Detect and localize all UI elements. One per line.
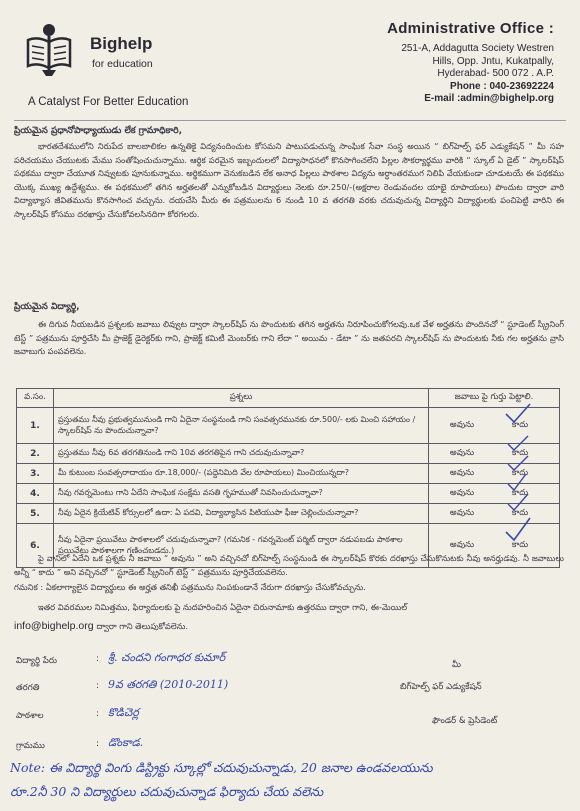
village-label: గ్రామము [16, 741, 45, 751]
student-name-label: విద్యార్థి పేరు [16, 656, 57, 666]
colon: : [96, 681, 100, 691]
handwritten-tick-marks [500, 400, 550, 550]
contact-email-address[interactable]: info@bighelp.org [14, 620, 94, 632]
school-value[interactable]: కొడిచెర్ల [108, 706, 139, 719]
village-value[interactable]: డొంకాడ. [108, 736, 144, 749]
tick-icon [508, 436, 528, 450]
answer-yes[interactable]: అవును [449, 447, 475, 458]
office-address-block [294, 20, 554, 106]
bighelp-logo-icon [22, 22, 76, 78]
question-text: మీ కుటుంబ సంవత్సరాదాయం రూ.18,000/- (పద్దెనిమిది వేల రూపాయలు) మించియున్నదా? [54, 464, 429, 484]
question-text: నీవు ఏదైనా ప్రయివేటు పాఠశాలలో చదువుచున్నావా? (గమనిక - గవర్నమెంట్ పర్మిట్ ద్వారా నడుపబడు పాఠశాల ప్రయివేటు పాఠశాలగా గణించబడదు.) [54, 524, 429, 568]
brand-subtitle: for education [92, 58, 153, 70]
question-number: 4. [17, 484, 54, 504]
question-text: నీవు గవర్నమెంటు గాని ఏదేని సాంఘిక సంక్షేమ వసతి గృహముతో నివసించుచున్నావా? [54, 484, 429, 504]
special-note: గమనిక : ఏకలాగ్యాలైన విద్యార్థులు ఈ అర్హత తనిఖీ పత్రమును నింపకుండానే నేరుగా దరఖాస్తు చేసుకోవచ్చును. [14, 582, 366, 592]
class-label: తరగతి [16, 683, 40, 693]
answer-yes[interactable]: అవును [449, 487, 475, 498]
question-text: నీవు ఏదైన క్రియేటివ్ కోర్సులలో ఉదా: ఏ పదవి, విద్యాభ్యాసిన పిటియుపా ఫీజు చెల్లించుచున్నావా? [54, 504, 429, 524]
class-value[interactable]: 9వ తరగతి (2010-2011) [108, 678, 229, 691]
contact-email [14, 620, 188, 634]
answer-yes[interactable]: అవును [449, 507, 475, 518]
question-number: 1. [17, 408, 54, 444]
signoff-organisation: బిగ్‌హెల్ప్ ఫర్ ఎడ్యుకేషన్ [400, 682, 482, 692]
table-row [17, 464, 560, 484]
office-phone: Phone : 040-23692224 [450, 80, 554, 92]
answer-no[interactable]: కాదు [511, 539, 529, 550]
table-row [17, 444, 560, 464]
eligibility-note: పై వానిలో ఏదేని ఒక ప్రశ్నకు నీ జవాబు “ అవును ” అని వచ్చినచో బిగ్‌హెల్ప్ సంస్థనుండి ఈ స్కాలర్‌షిప్ కొరకు దరఖాస్తు చేసుకొనుటకు నీవు అనర్హుడవు. నీ జవాబులు అన్నీ “ కాదు ” అని వచ్చినచో “ స్టూడెంట్ స్క్రీనింగ్ టెస్ట్ ” పత్రమును పూర్తిచేయవలెను. [14, 553, 564, 577]
answer-yes[interactable]: అవును [449, 467, 475, 478]
answer-yes[interactable]: అవును [449, 539, 475, 550]
table-row [17, 484, 560, 504]
salutation-student: ప్రియమైన విద్యార్థి, [14, 302, 80, 312]
question-text: ప్రస్తుతము నీవు 6వ తరగతినుండి గాని 10వ తరగతిపైన గాని చదువుచున్నావా? [54, 444, 429, 464]
office-email: E-mail :admin@bighelp.org [424, 93, 554, 104]
student-paragraph: ఈ దిగువ నీయబడిన ప్రశ్నలకు జవాబు లివ్వుట ద్వారా స్కాలర్‌షిప్ ను పొందుటకు తగిన అర్హతను నిరూపించుకోగలవు.ఒక వేళ అర్హతను పొందినచో “ స్టూడెంట్ స్క్రీనింగ్ టెస్ట్ ” పత్రమును పూర్తిచేసి మీ ప్రాజెక్ట్ డైరెక్టర్‌కు గాని, ప్రాజెక్ట్ కమిటీ మెంబర్‌కు గాని లేదా “ అయిమ - డేటా ” ను జతపరచి స్కాలర్‌షిప్ ను పొందుటకు నీకు గల అర్హతను వ్రాసి జవాబుగు పంపవలెను. [14, 319, 564, 357]
answer-yes[interactable]: అవును [449, 419, 475, 430]
address-line: Hyderabad- 500 072 . A.P. [437, 68, 554, 79]
school-label: పాఠశాల [16, 711, 44, 721]
tick-icon [506, 518, 530, 540]
colon: : [96, 654, 100, 664]
answer-no[interactable]: కాదు [511, 447, 529, 458]
header-divider [14, 120, 566, 121]
colon: : [96, 709, 100, 719]
answer-no[interactable]: కాదు [511, 507, 529, 518]
salutation-headmaster: ప్రియమైన ప్రధానోపాధ్యాయుడు లేక గ్రామాధికారి, [14, 126, 183, 136]
tagline: A Catalyst For Better Education [28, 96, 189, 108]
column-header-answer: జవాబు పై గుర్తు పెట్టాలి. [429, 389, 560, 408]
handwritten-note-line-1: Note: ఈ విద్యార్థి వింగు డిస్ట్రిక్టు స్కూల్లో చదువుచున్నాడు, 20 జనాల ఉండవలయును [10, 760, 433, 775]
signoff-salutation: మీ [452, 660, 461, 670]
tick-icon [508, 456, 528, 470]
table-row [17, 504, 560, 524]
question-number: 3. [17, 464, 54, 484]
contact-email-tail: ద్వారా గాని తెలుపుకోవలెను. [96, 621, 188, 631]
handwritten-note-line-2: రూ.2నీ 30 ని విద్యార్థులు చదువుచున్నాడ ఫిర్యాదు చేయ వలెను [10, 784, 324, 799]
address-line: Hills, Opp. Jntu, Kukatpally, [432, 55, 554, 67]
address-line: 251-A, Addagutta Society Westren [401, 43, 554, 54]
table-row [17, 408, 560, 444]
office-title: Administrative Office : [387, 20, 554, 37]
brand-name: Bighelp [90, 34, 153, 53]
colon: : [96, 739, 100, 749]
tick-icon [508, 494, 528, 510]
column-header-questions: ప్రశ్నలు [54, 389, 429, 408]
eligibility-questions-table [16, 388, 560, 568]
tick-icon [508, 474, 526, 490]
answer-no[interactable]: కాదు [511, 419, 529, 430]
student-name-value[interactable]: శ్రీ. చందని గంగాధర కుమార్ [108, 651, 226, 664]
signoff-designation: ఫౌండర్ & ప్రెసిడెంట్ [432, 716, 498, 726]
tick-icon [506, 404, 530, 422]
contact-note: ఇతర వివరముల నిమిత్తము, ఫిర్యాదులకు పై నుదహరించిన ఏదైనా చిరునామాకు ఉత్తరము ద్వారా గాని, ఈ-మెయిల్ [38, 602, 408, 612]
question-number: 6. [17, 524, 54, 568]
question-number: 5. [17, 504, 54, 524]
column-header-serial: వ.సం. [17, 389, 54, 408]
answer-no[interactable]: కాదు [511, 467, 529, 478]
intro-paragraph: భారతదేశములోని నిరుపేద బాలబాలికల ఉన్నతికై విద్యనందించుట కోసమని పాటుపడుచున్న సాంఘిక సేవా సంస్థ అయిన “ బిగ్‌హెల్ప్ ఫర్ ఎడ్యుకేషన్ ” మీ సహ పరిచయము చేయుటకు మేము సంతోషించుచున్నాము. ఆర్థిక పరమైన ఇబ్బందులలో విద్యాసాధనలో కొనసాగించలేని పిల్లల సౌకర్యార్థము వారికి “ స్కూల్ ఏ డైట్ ” స్కాలర్‌షిప్ పథకము ద్వారా చేయూత నివ్వుటకు పూనుకున్నాము. అర్థికముగా వెనుకబడిన లేక అనాధ పిల్లలు పాఠశాల విద్యను అర్ధాంతరముగ నిలిపి వేయకుండా చూడుటయే ఈ పథకము యొక్క ముఖ్య ఉద్దేశ్యము. ఈ పథకములో తగిన అర్హతలతో ఎన్నుకోబడిన విద్యార్థులు నెలకు రూ.250/-(అక్షరాల రెండువందల యాభై రూపాయలు) పొందుట ద్వారా వారి విద్యాభ్యాస జీవితమును కొనసాగించ వచ్చును. దయచేసి మీరు ఈ పత్రములను 6 నుండి 10 వ తరగతి వరకు చదువుచున్న విద్యార్థిని విద్యార్థులకు పంచిపెట్టి వారిని ఈ స్కాలర్‌షిప్ కోసము దరఖాస్తు చేసుకోవలసినదిగా కోరగలరు. [14, 141, 564, 219]
question-number: 2. [17, 444, 54, 464]
question-text: ప్రస్తుతము నీవు ప్రభుత్వమునుండి గాని ఏదైనా సంస్థనుండి గాని సంవత్సరమునకు రూ.500/- లకు మించి సహాయం / స్కాలర్‌షిప్ ను పొందుచున్నావా? [54, 408, 429, 444]
answer-no[interactable]: కాదు [511, 487, 529, 498]
